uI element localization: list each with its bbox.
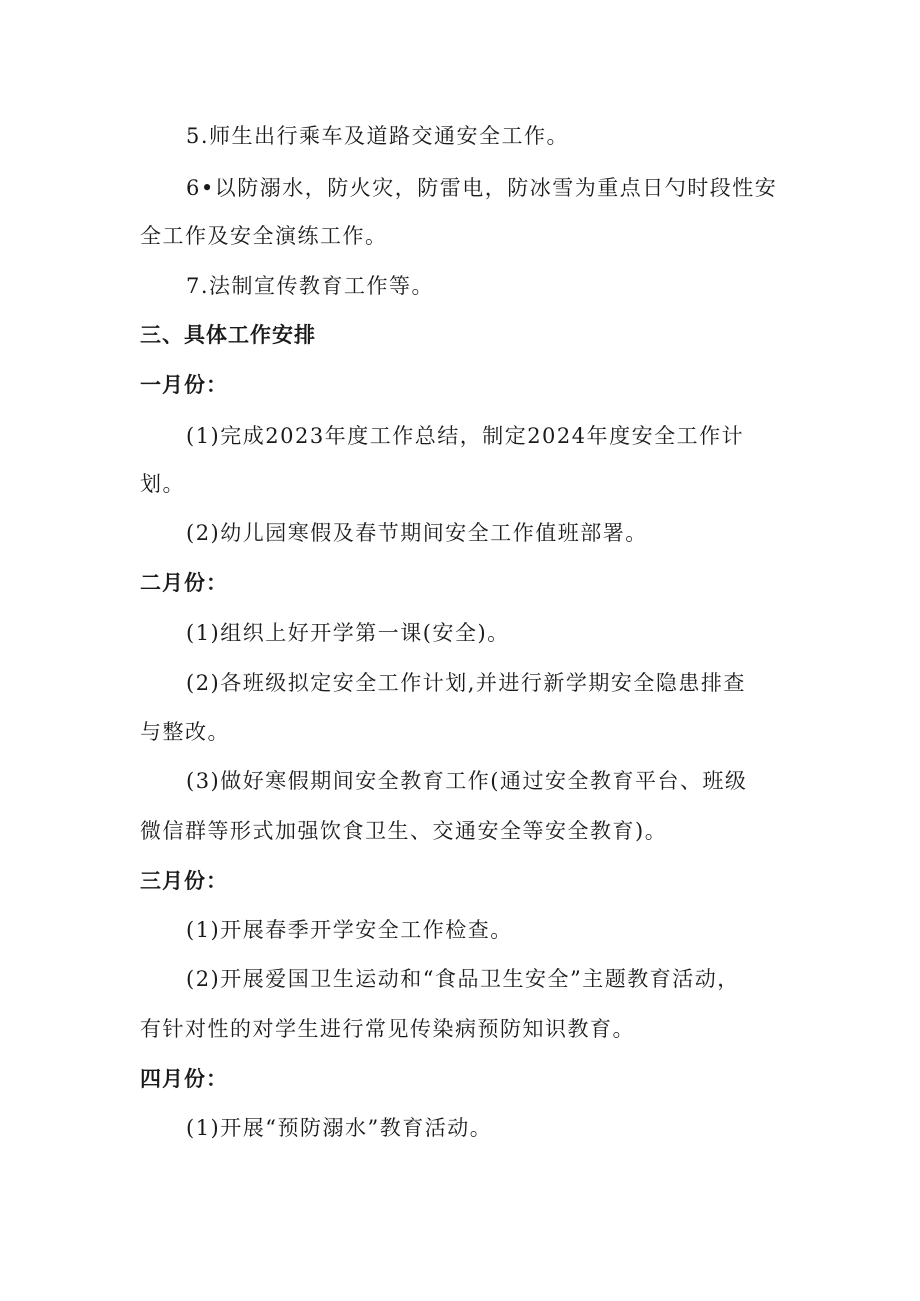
month-heading-april: 四月份： bbox=[140, 1067, 228, 1091]
february-item-1: (1)组织上好开学第一课(安全)。 bbox=[186, 621, 510, 645]
january-item-1-continued: 划。 bbox=[140, 472, 185, 496]
month-heading-january: 一月份： bbox=[140, 373, 228, 397]
february-item-2: (2)各班级拟定安全工作计划,并进行新学期安全隐患排查 bbox=[186, 671, 746, 695]
march-item-2: (2)开展爱国卫生运动和“食品卫生安全”主题教育活动， bbox=[186, 967, 740, 991]
february-item-3: (3)做好寒假期间安全教育工作(通过安全教育平台、班级 bbox=[186, 769, 748, 793]
paragraph-item-6: 6•以防溺水，防火灾，防雷电，防冰雪为重点日勺时段性安 bbox=[186, 176, 778, 200]
march-item-1: (1)开展春季开学安全工作检查。 bbox=[186, 918, 513, 942]
march-item-2-continued: 有针对性的对学生进行常见传染病预防知识教育。 bbox=[140, 1017, 635, 1041]
paragraph-item-6-continued: 全工作及安全演练工作。 bbox=[140, 224, 388, 248]
month-heading-february: 二月份： bbox=[140, 571, 228, 595]
section-heading: 三、具体工作安排 bbox=[140, 323, 316, 347]
paragraph-item-7: 7.法制宣传教育工作等。 bbox=[186, 274, 435, 298]
month-heading-march: 三月份： bbox=[140, 869, 228, 893]
paragraph-item-5: 5.师生出行乘车及道路交通安全工作。 bbox=[186, 124, 570, 148]
january-item-2: (2)幼儿园寒假及春节期间安全工作值班部署。 bbox=[186, 521, 648, 545]
february-item-2-continued: 与整改。 bbox=[140, 720, 230, 744]
january-item-1: (1)完成2023年度工作总结，制定2024年度安全工作计 bbox=[186, 424, 745, 448]
april-item-1: (1)开展“预防溺水”教育活动。 bbox=[186, 1116, 493, 1140]
february-item-3-continued: 微信群等形式加强饮食卫生、交通安全等安全教育)。 bbox=[140, 819, 668, 843]
